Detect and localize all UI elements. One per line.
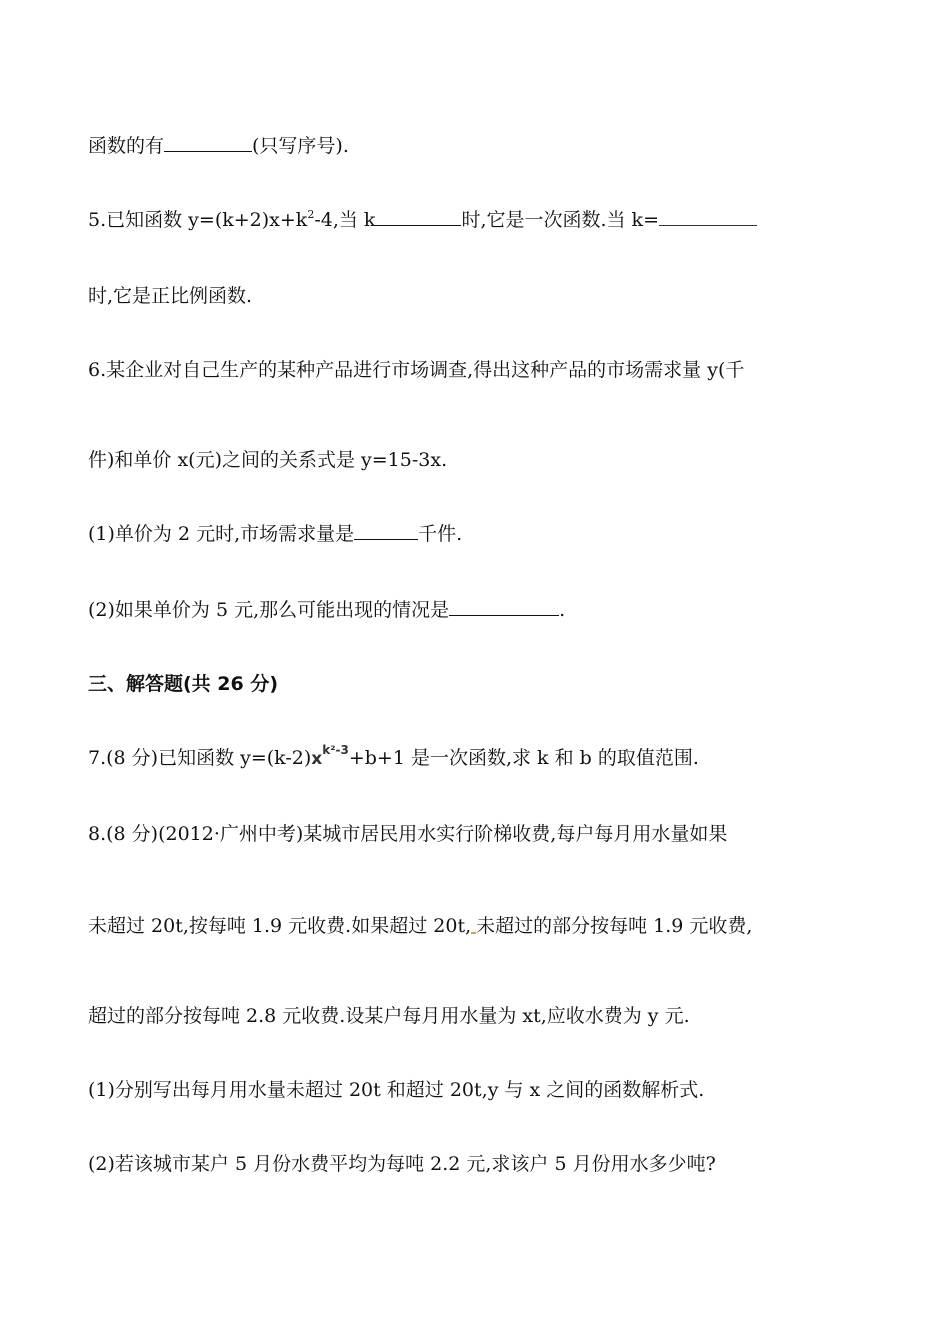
fill-in-line-continuation	[88, 132, 349, 160]
question-8	[88, 820, 727, 848]
answer-blank[interactable]	[449, 597, 559, 616]
question-7	[88, 744, 699, 773]
text: 时,它是一次函数.当 k=	[461, 209, 659, 231]
question-8-line-3	[88, 1002, 690, 1030]
question-6	[88, 356, 744, 384]
text: 时,它是正比例函数.	[88, 285, 253, 307]
power-expression	[311, 743, 349, 769]
text: .	[559, 599, 566, 621]
question-5	[88, 206, 757, 234]
text: (1)分别写出每月用水量未超过 20t 和超过 20t,y 与 x 之间的函数解析式.	[88, 1079, 705, 1101]
text: 件)和单价 x(元)之间的关系式是 y=15-3x.	[88, 449, 448, 471]
text: (2)若该城市某户 5 月份水费平均为每吨 2.2 元,求该户 5 月份用水多少吨?	[88, 1153, 716, 1175]
text: 未超过 20t,按每吨 1.9 元收费.如果超过 20t,	[88, 915, 472, 937]
answer-blank[interactable]	[375, 207, 461, 226]
text: 超过的部分按每吨 2.8 元收费.设某户每月用水量为 xt,应收水费为 y 元.	[88, 1005, 690, 1027]
answer-blank[interactable]	[354, 521, 418, 540]
text: 未超过的部分按每吨 1.9 元收费,	[476, 915, 753, 937]
answer-blank[interactable]	[164, 133, 252, 152]
question-5-continuation	[88, 282, 252, 310]
text: (1)单价为 2 元时,市场需求量是	[88, 523, 355, 545]
exponent: 2	[307, 208, 315, 221]
text: (只写序号).	[252, 135, 349, 157]
text: 6.某企业对自己生产的某种产品进行市场调查,得出这种产品的市场需求量 y(千	[88, 359, 745, 381]
question-6-part-2	[88, 596, 565, 624]
text: 5.已知函数 y=(k+2)x+k	[88, 209, 308, 231]
text: -4,当 k	[314, 209, 376, 231]
text: 8.(8 分)(2012·广州中考)某城市居民用水实行阶梯收费,每户每月用水量如果	[88, 823, 728, 845]
question-8-part-2	[88, 1150, 716, 1178]
text: +b+1 是一次函数,求 k 和 b 的取值范围.	[348, 747, 699, 769]
text: 千件.	[418, 523, 463, 545]
question-6-part-1	[88, 520, 462, 548]
question-8-part-1	[88, 1076, 704, 1104]
base: x	[311, 749, 323, 769]
exponent: k²-3	[322, 743, 349, 757]
text: 函数的有	[88, 135, 165, 157]
text: 7.(8 分)已知函数 y=(k-2)	[88, 747, 312, 769]
text: (2)如果单价为 5 元,那么可能出现的情况是	[88, 599, 450, 621]
answer-blank[interactable]	[659, 207, 757, 226]
question-6-continuation	[88, 446, 447, 474]
question-8-line-2	[88, 912, 752, 940]
section-heading	[88, 670, 278, 698]
text: 三、解答题(共 26 分)	[88, 673, 279, 695]
